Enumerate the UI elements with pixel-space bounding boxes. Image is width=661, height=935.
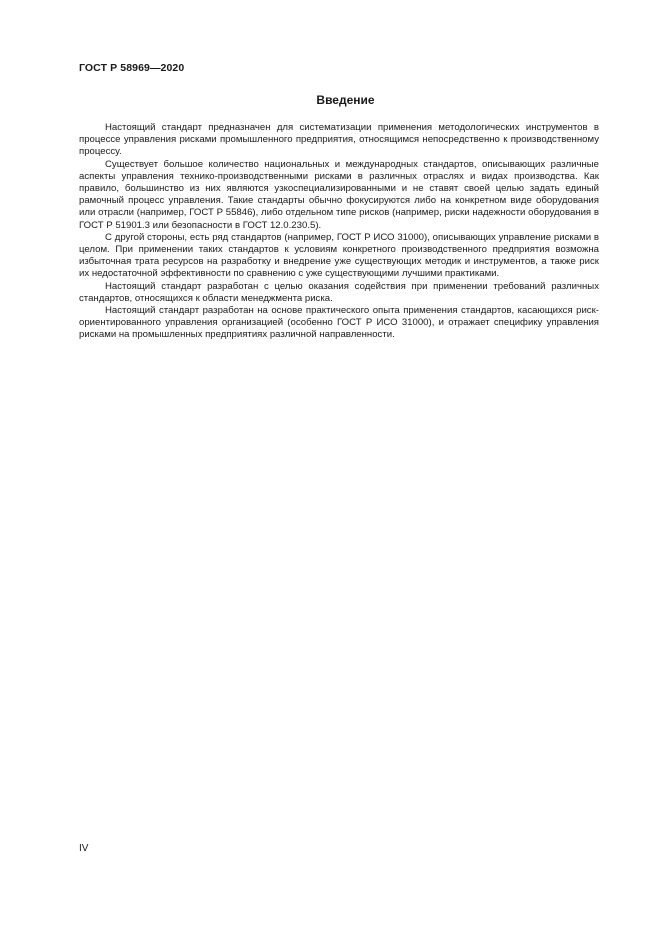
section-title: Введение: [316, 93, 375, 107]
document-header: ГОСТ Р 58969—2020: [79, 62, 185, 74]
paragraph-3: С другой стороны, есть ряд стандартов (например, ГОСТ Р ИСО 31000), описывающих управление рисками в целом. При применении таких стандартов к условиям конкретного производственного предприятия возможна избыточная трата ресурсов на разработку и внедрение уже существующих методик и инструментов, а также риск их недостаточной эффективности по сравнению с уже существующими лучшими практиками.: [79, 231, 599, 280]
paragraph-5: Настоящий стандарт разработан на основе практического опыта применения стандартов, касающихся риск-ориентированного управления организацией (особенно ГОСТ Р ИСО 31000), и отражает специфику управления рисками на промышленных предприятиях различной направленности.: [79, 305, 599, 341]
paragraph-4: Настоящий стандарт разработан с целью оказания содействия при применении требований различных стандартов, относящихся к области менеджмента риска.: [79, 280, 599, 304]
body-text: [79, 122, 599, 342]
paragraph-2: Существует большое количество национальных и международных стандартов, описывающих различные аспекты управления технико-производственными рисками в различных отраслях и видах производства. Как правило, большинство из них являются узкоспециализированными и не ставят своей целью задать единый рамочный процесс управления. Такие стандарты обычно фокусируются либо на конкретном виде оборудования или отрасли (например, ГОСТ Р 55846), либо отдельном типе рисков (например, риски надежности оборудования в ГОСТ Р 51901.3 или безопасности в ГОСТ 12.0.230.5).: [79, 158, 599, 231]
paragraph-1: Настоящий стандарт предназначен для систематизации применения методологических инструментов в процессе управления рисками промышленного предприятия, относящимся непосредственно к производственному процессу.: [79, 122, 599, 158]
page-number: IV: [79, 843, 89, 854]
